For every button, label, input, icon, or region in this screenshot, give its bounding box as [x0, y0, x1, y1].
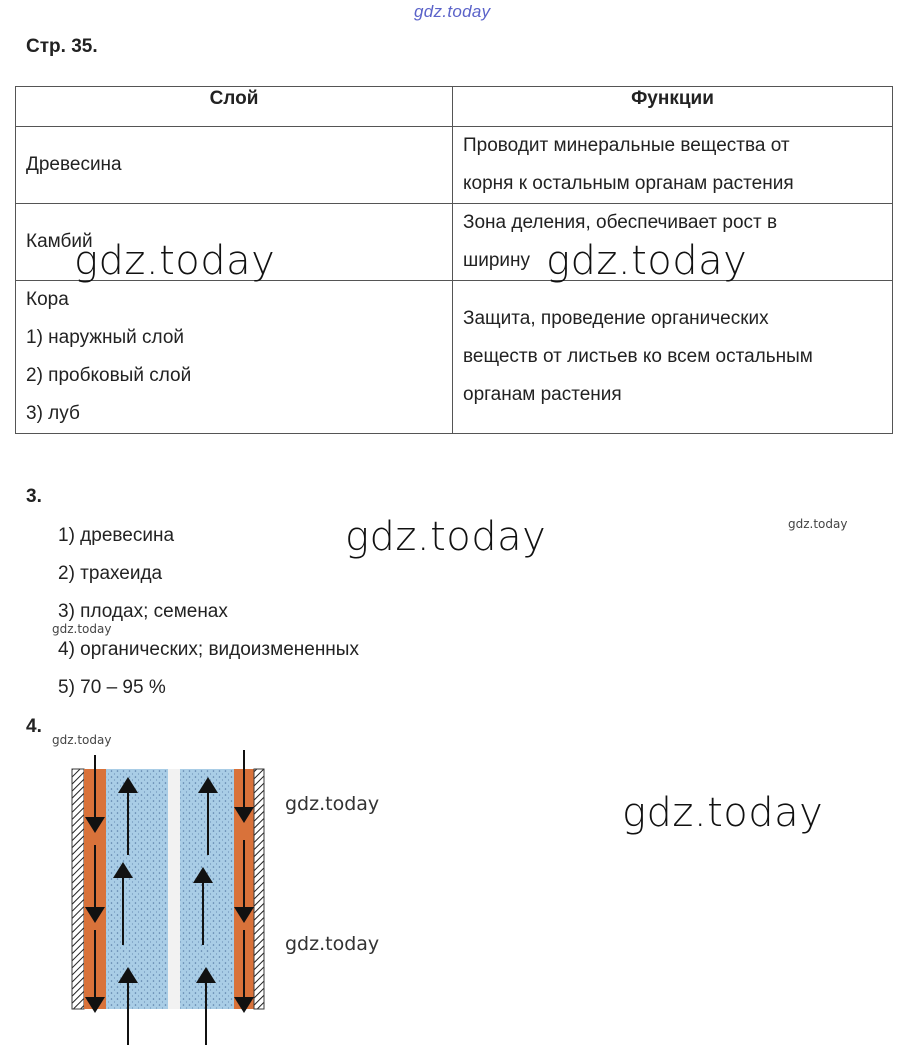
layer-sub: 1) наружный слой: [26, 327, 185, 348]
watermark-top: gdz.today: [414, 2, 491, 21]
section-3-answers: [58, 518, 359, 708]
layer-sub: 3) луб: [26, 403, 80, 424]
layer-cell: [16, 281, 453, 434]
answer-item: 5) 70 – 95 %: [58, 677, 166, 698]
header-layer: Слой: [16, 87, 453, 127]
xylem-left-texture: [106, 769, 168, 1009]
function-cell: [453, 127, 893, 204]
layer-name: Кора: [26, 289, 69, 310]
watermark-small-drawing: gdz.today: [52, 733, 112, 747]
answer-item: 2) трахеида: [58, 563, 163, 584]
watermark-drawing-1: gdz.today: [285, 793, 380, 815]
page-heading: Стр. 35.: [26, 36, 98, 57]
function-line: органам растения: [463, 384, 622, 405]
watermark-small-left: gdz.today: [52, 622, 112, 636]
answer-item: 1) древесина: [58, 525, 175, 546]
function-line: веществ от листьев ко всем остальным: [463, 346, 813, 367]
watermark-table-left: gdz.today: [74, 238, 276, 284]
table-row: [16, 281, 893, 434]
layer-name: Камбий: [26, 231, 93, 252]
bark-right: [254, 769, 264, 1009]
function-line: Проводит минеральные вещества от: [463, 135, 790, 156]
watermark-drawing-2: gdz.today: [285, 933, 380, 955]
answer-item: 4) органических; видоизмененных: [58, 639, 359, 660]
watermark-table-right: gdz.today: [546, 238, 748, 284]
watermark-section3: gdz.today: [345, 514, 547, 560]
bark-left: [72, 769, 84, 1009]
watermark-small-right: gdz.today: [788, 517, 848, 531]
table-header-row: [16, 87, 893, 127]
layer-sub: 2) пробковый слой: [26, 365, 192, 386]
pith: [168, 769, 180, 1009]
layer-cell: [16, 127, 453, 204]
section-3-number: 3.: [26, 486, 42, 507]
watermark-section4: gdz.today: [622, 790, 824, 836]
function-line: корня к остальным органам растения: [463, 173, 794, 194]
function-line: Зона деления, обеспечивает рост в: [463, 212, 778, 233]
stem-section-drawing: [68, 745, 268, 1045]
function-line: ширину: [463, 250, 531, 271]
section-4-number: 4.: [26, 716, 42, 737]
answer-item: 3) плодах; семенах: [58, 601, 228, 622]
function-line: Защита, проведение органических: [463, 308, 769, 329]
header-functions: Функции: [453, 87, 893, 127]
table-row: [16, 127, 893, 204]
function-cell: [453, 281, 893, 434]
layer-name: Древесина: [26, 154, 122, 175]
